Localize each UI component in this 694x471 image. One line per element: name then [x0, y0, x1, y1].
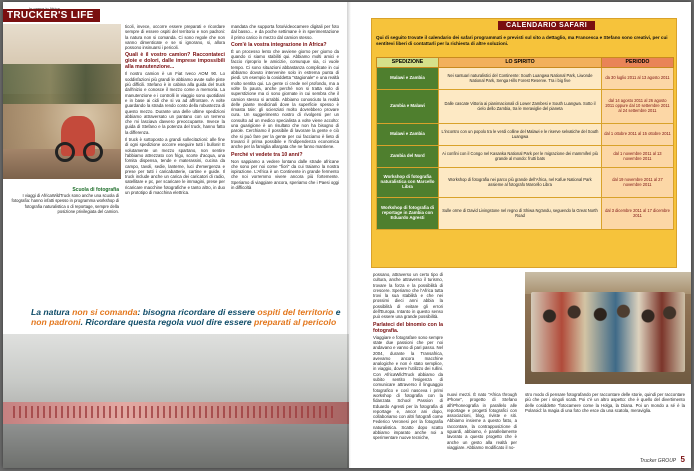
- destination-cell: Malawi e Zambia: [377, 68, 439, 90]
- question-heading: Perché vi vedete tra 10 anni?: [231, 151, 303, 158]
- spirit-cell: Ai confini con il Congo nel Kasanka National Park per le migrazione dei mammiferi più grande al mondo: frutti bats: [439, 146, 602, 168]
- table-row: [377, 146, 674, 168]
- spirit-cell: Nei santuari naturalistici del Continente: South Luangwa National Park, Liwonde National Park, Senga Hills Forest Reserve. Tra i big five: [439, 68, 602, 90]
- spirit-cell: L'incontro con un popolo tra le verdi colline del Malawi e le riserve selvatiche del South Luangwa: [439, 124, 602, 146]
- paragraph: Non sappiamo a vedere lontano dalle strade africane che sono per noi come "fiori" da cui traiamo la nostra ispirazione. L'Africa è un Continente in grande fermento che noi vorremmo vivere ancora più fortemente. Speriamo di viaggiare ancora, speriamo che i Paesi oggi in difficoltà: [231, 158, 339, 191]
- paragraph: Viaggiare e fotografare sono sempre state due passioni che per noi andavano e vanno di pari passo. Nel 2004, durante la Transafrica, avevamo ancora macchine analogiche e non è stato semplice, in viaggio, dovere l'utilizzo dei rullini. Con AfricaWildTruck abbiamo da subito sentito l'esigenza di comunicare attraverso il linguaggio fotografico e così nasceva i primi workshop di fotografia con la fidanzata School Passion di Eduardo Agresti per la fotografia di reportage e, ancor ani dopo, collaboriamo con altri fotografi come Federico Veronesi per la fotografia naturalistica. Scatto dopo scatto abbiamo imparato anche noi a sperimentare nuove tecniche,: [373, 334, 443, 441]
- calendar-intro: [376, 35, 674, 46]
- table-row: [377, 68, 674, 90]
- pull-quote: La natura non si comanda: bisogna ricordare di essere ospiti del territorio e non padroni. Ricordare questa regola vuol dire essere preparati al pericolo: [31, 307, 341, 327]
- paragraph: nuovi mezzi. È nato "Africa through iPhone", progetto di Stefano all'iPhoneografia in parallelo alle reportage e progetti fotografici con associazioni, blog, riviste e siti. Abbiamo insieme a questo fatto, a raccontare, la contrapposizione di sguardi, abbiamo, è parallelamente lavorato a questo progetto che è anche un gesto alla realtà per viaggiare. Abbiamo modificato il no-: [447, 392, 517, 450]
- column-header: PERIODO: [602, 58, 674, 68]
- text-column-2: [231, 24, 339, 192]
- question-heading: Com'è la vostra integrazione in Africa?: [231, 41, 327, 48]
- rubric-title: TRUCKER'S LIFE: [3, 9, 100, 22]
- period-cell: dal 3 dicembre 2011 al 17 dicembre 2011: [602, 198, 674, 230]
- period-cell: dal 19 novembre 2011 al 27 novembre 2011: [602, 168, 674, 198]
- table-row: [377, 198, 674, 230]
- text-column-4: [447, 392, 517, 452]
- destination-cell: Malawi e Zambia: [377, 124, 439, 146]
- paragraph: Il truck è sottoposto a grandi sollecitazioni: alle fine di ogni spedizione occorre eseguire tutti i bulloni! E volutamente un mezzo spartano, non sentire l'abbiamo attrezzato con frigo, scorte d'acqua, una fornita dispensa, tende e materassini, cucina da campo, tavoli, sedie, lanterne, luci d'emergenza e prese per tutti i caricabatterie, cartine e guide. Il truck include anche un carica dei caricatori di radio, satellitare e pc, per scaricare le immagini, prese per ricaricare macchine fotografiche e tanto altro, in duo un prototipo di macchina elettrica.: [125, 137, 225, 196]
- safari-calendar-box: [371, 18, 677, 268]
- caption-title: Scuola di fotografia: [72, 187, 119, 193]
- table-row: [377, 168, 674, 198]
- column-header: LO SPIRITO: [439, 58, 602, 68]
- paragraph: mandata che supporta foto/videocamere digitali per foto dal basso... e da poche settimane è in sperimentazione il primo carico in mezzo dal camion stesso.: [231, 24, 339, 40]
- spirit-cell: Sulle orme di David Livingstone nel regno di Shiwa Ng'andu, seguendo la Great North Road: [439, 198, 602, 230]
- paragraph: ticoli, invece, occorre essere preparati e ricordare sempre di essere ospiti del territorio e non padroni: la natura non si comanda. Ci sono regole che non vanno dimenticate e se si ignorano, si, allora possono insinuarsi i pericoli.: [125, 24, 225, 51]
- period-cell: dal 14 agosto 2011 al 26 agosto 2011 oppure dal 10 settembre 2011 al 24 settembre 2011: [602, 90, 674, 124]
- column-header: SPEDIZIONE: [377, 58, 439, 68]
- period-cell: dal 1 novembre 2011 al 13 novembre 2011: [602, 146, 674, 168]
- text-column-3: [373, 272, 443, 443]
- paragraph: possano, attraverso un certo tipo di cultura, anche attraverso il turismo, trovare la forza e la possibilità di crescere. Speriamo che l'Africa tutta trovi la sua stabilità e che nei prossimi dieci anni abbia la possibilità di evitare gli errori dell'Europa. Intanto in questo senso può essere una grande possibilità.: [373, 272, 443, 320]
- flamingo-photo: [3, 334, 349, 468]
- calendar-title: CALENDARIO SAFARI: [498, 21, 595, 30]
- spirit-cell: Dalle cascate Vittoria ai pianimacionali di Lower Zambesi e South Luangwa. Sotto il cielo dello Zambia, tra le meraviglie del pianeta: [439, 90, 602, 124]
- caption-text: I viaggi di AfricaWildTruck sono anche una scuola di fotografia: hanno infatti spesso in programma workshop di fotografia naturalistica o di reportage, sempre della posizione privilegiata del camion.: [11, 193, 119, 214]
- page-gutter: [347, 2, 351, 468]
- question-heading: Quali è il vostro camion? Raccontateci gioie e dolori, dalle imprese impossibili alla manutenzione...: [125, 52, 225, 71]
- table-row: [377, 90, 674, 124]
- left-page: [3, 2, 349, 468]
- calendar-intro-text: Qui di seguito trovate il calendario dei safari programmati e previsti sul sito a dettaglio, ma Francesca e Stefano sono creativi, per cui sentitevi liberi di contattarli per la richiesta di altre soluzioni.: [376, 35, 668, 46]
- table-row: [377, 124, 674, 146]
- destination-cell: Zambia e Malawi: [377, 90, 439, 124]
- destination-cell: Workshop di fotografia naturalistica con Marcello Libra: [377, 168, 439, 198]
- paragraph: stro modo di pensare fotografando per raccontare delle storie, quindi per raccontare più che per i singoli scatti. Poi c'è un altro aspetto: che è quello del divertimento delle cosiddette "fotocamere come la Holga, la Diana. Poi un mondo a sé è la Polaroid: la magia di una foto che esce da una scatola, meraviglia.: [525, 392, 685, 413]
- group-photo: [525, 272, 691, 384]
- question-heading: Parlateci del binomio con la fotografia.: [373, 321, 443, 334]
- magazine-spread: [3, 2, 691, 468]
- calendar-table: [376, 57, 674, 230]
- group-people: [531, 292, 685, 372]
- page-number: 5: [680, 455, 685, 464]
- motorbike-photo: [3, 24, 121, 179]
- page-footer: [640, 455, 685, 464]
- photo-caption: [9, 188, 119, 214]
- paragraph: È un processo lento che avviene giorno per giorno da quando ci siamo stabiliti qui. Abbiamo molti amici e faccio riproprio le amicizie, comunque sia, ci vuole tempo. Ci sono situazioni abbastanza complicate in cui abbiamo dovuto intervenire solo in estrema punta di piedi. Un esempio la cosiddetta "stagionale" e una realtà molto sentita qui. La gente ci crede nel profondo, ma a volte fa paura, anche perché non si tratta solo di superstizione ma ci sono giornate in cui sembra che il camion stesso si arrabbi. Abbiamo conosciuto la realtà delle piante medicinali dove la superficie spesso è rimasta tale: gli scienziati molto dovrebbero provare cura. Un suggerimento nostro di rivolgersi per un consulto ad un medico specialista a volte viene accolto: una guarigione è un risultato che non ha bisogno di parole. Cerchiamo il possibile di lavorare la gente e ciò che si può fare per la gente per cui facciamo è lieto di trovarci il prima possibile e l'indipendenza economica anche per la famiglia allargata che ne fanno mantiene.: [231, 48, 339, 150]
- paragraph: Il nostro camion è un Fiat Iveco AOM 90. Lo soddisfazioni più grandi le abbiamo avute sulle piste più difficili. Stefano è in cabina alla guida del truck dall'inizio e conosce il mezzo come a memoria. La manutenzione e i controlli in viaggio sono quotidiani e in base ai cidi che si va ad affrontare. A volte guardando la strada rendo conto della robustezza di questo mezzo. Durante una delle ultime spedizioni abbiamo attraversato un pantano con un terreno che mi lasciava davvero preoccupante. Invece la guida di Stefano e la potenza del truck, hanno fatto la differenza.: [125, 71, 225, 135]
- destination-cell: Workshop di fotografia di reportage in Zambia con Eduardo Agresti: [377, 198, 439, 230]
- spirit-cell: Workshop di fotografia nei parco più grande dell'Africa, nel Kafue National Park assieme al fotografo Marcello Libra: [439, 168, 602, 198]
- text-column-1: [125, 24, 225, 197]
- text-column-5: [525, 392, 685, 415]
- destination-cell: Zambia del Nord: [377, 146, 439, 168]
- magazine-name: Trucker GROUP: [639, 458, 677, 464]
- period-cell: da 30 luglio 2011 al 13 agosto 2011: [602, 68, 674, 90]
- right-page: [349, 2, 691, 468]
- period-cell: dal 1 ottobre 2011 al 15 ottobre 2011: [602, 124, 674, 146]
